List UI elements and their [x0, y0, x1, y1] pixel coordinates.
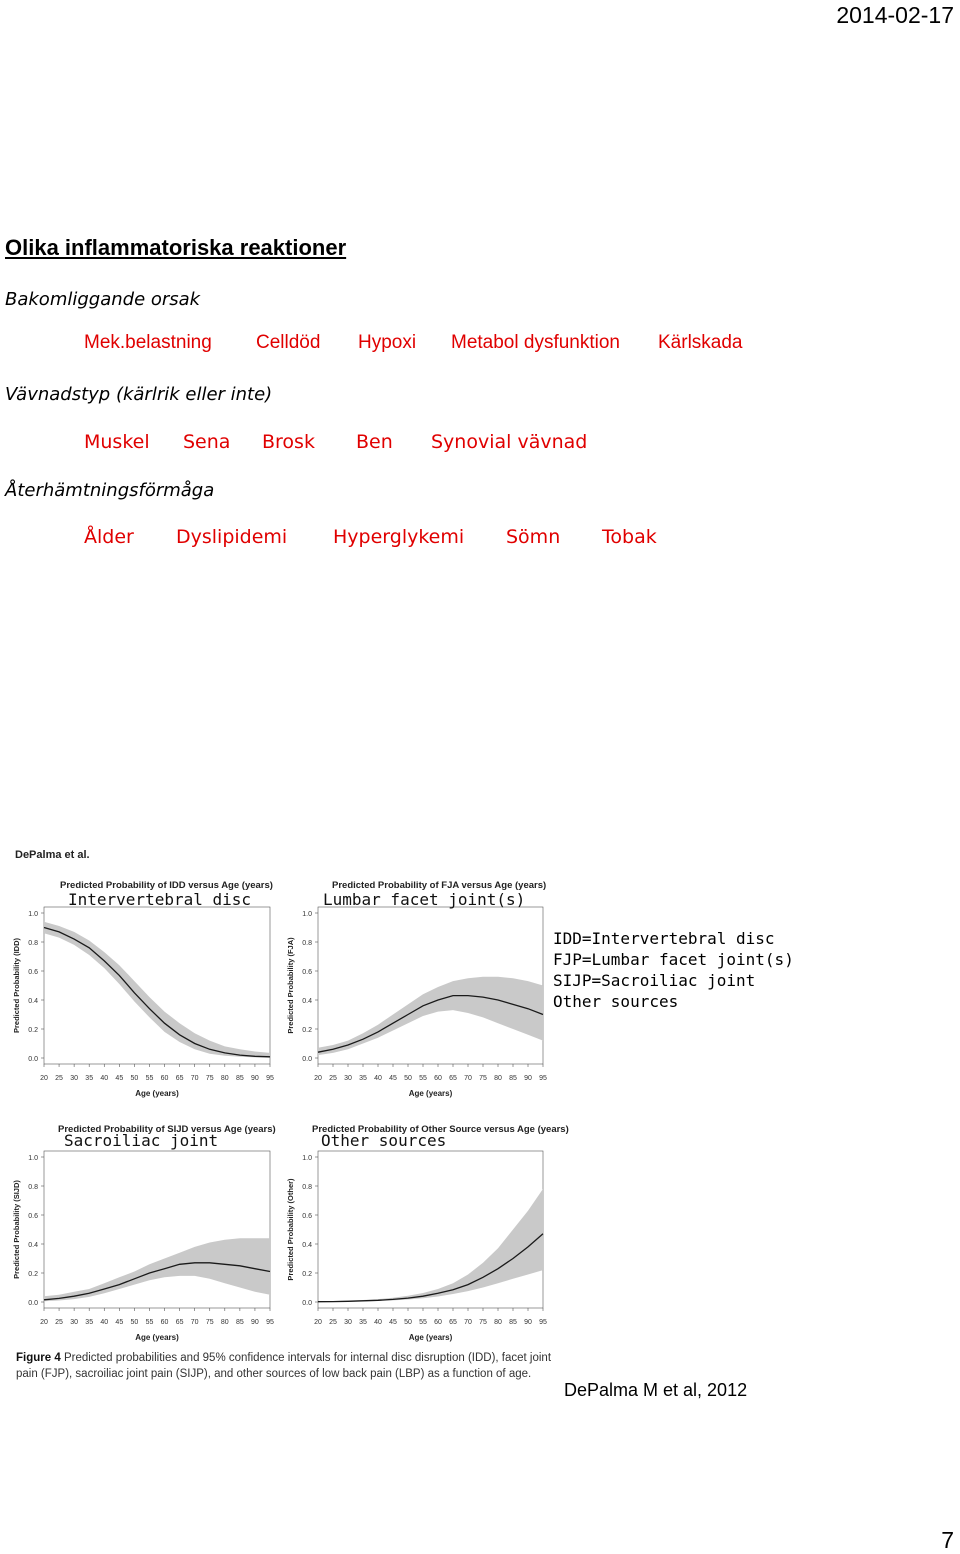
- legend-line: Other sources: [553, 992, 679, 1011]
- x-tick-label: 80: [494, 1075, 502, 1082]
- y-tick-label: 0.6: [28, 1213, 38, 1220]
- x-tick-label: 90: [524, 1075, 532, 1082]
- chart-overlay-label: Other sources: [321, 1131, 447, 1150]
- chart-overlay-label: Intervertebral disc: [68, 890, 252, 909]
- x-tick-label: 90: [251, 1075, 259, 1082]
- chart-overlay-label: Sacroiliac joint: [64, 1131, 219, 1150]
- x-tick-label: 35: [85, 1319, 94, 1326]
- chart-overlay-label: Lumbar facet joint(s): [323, 890, 526, 909]
- x-tick-label: 40: [374, 1319, 382, 1326]
- y-tick-label: 1.0: [28, 911, 38, 918]
- y-tick-label: 0.4: [28, 998, 38, 1005]
- x-tick-label: 50: [404, 1319, 412, 1326]
- x-tick-label: 75: [205, 1319, 214, 1326]
- x-tick-label: 95: [266, 1075, 274, 1082]
- y-axis-label: Predicted Probability (SIJD): [12, 1180, 21, 1279]
- x-tick-label: 40: [100, 1319, 109, 1326]
- x-tick-label: 85: [509, 1075, 517, 1082]
- section-heading-tissue: Vävnadstyp (kärlrik eller inte): [5, 384, 273, 405]
- x-axis-label: Age (years): [135, 1089, 179, 1098]
- x-tick-label: 30: [344, 1319, 352, 1326]
- x-tick-label: 20: [40, 1319, 48, 1326]
- x-tick-label: 70: [464, 1075, 472, 1082]
- y-tick-label: 0.6: [302, 969, 312, 976]
- x-tick-label: 70: [190, 1075, 199, 1082]
- y-tick-label: 0.6: [302, 1213, 312, 1220]
- x-tick-label: 35: [359, 1075, 367, 1082]
- x-tick-label: 55: [419, 1075, 427, 1082]
- x-tick-label: 20: [314, 1075, 322, 1082]
- x-tick-label: 95: [539, 1075, 547, 1082]
- x-tick-label: 60: [434, 1075, 442, 1082]
- tissue-item: Synovial vävnad: [431, 431, 588, 453]
- x-tick-label: 65: [175, 1075, 184, 1082]
- x-tick-label: 35: [85, 1075, 94, 1082]
- recovery-item: Ålder: [84, 526, 134, 548]
- x-tick-label: 40: [374, 1075, 382, 1082]
- y-tick-label: 0.8: [28, 940, 38, 947]
- cause-item: Kärlskada: [658, 332, 743, 353]
- citation: DePalma M et al, 2012: [564, 1380, 748, 1400]
- y-tick-label: 0.0: [28, 1300, 38, 1307]
- x-tick-label: 40: [100, 1075, 109, 1082]
- x-tick-label: 60: [160, 1075, 169, 1082]
- x-tick-label: 50: [404, 1075, 412, 1082]
- y-axis-label: Predicted Probability (Other): [286, 1178, 295, 1281]
- x-tick-label: 90: [251, 1319, 259, 1326]
- x-tick-label: 45: [389, 1319, 397, 1326]
- x-tick-label: 20: [314, 1319, 322, 1326]
- x-tick-label: 65: [449, 1075, 457, 1082]
- y-tick-label: 0.8: [302, 1184, 312, 1191]
- chart-title: Predicted Probability of Other Source versus Age (years): [312, 1124, 569, 1135]
- x-axis-label: Age (years): [408, 1089, 453, 1098]
- cause-item: Mek.belastning: [84, 332, 212, 353]
- y-tick-label: 0.4: [302, 1242, 312, 1249]
- x-tick-label: 50: [130, 1319, 139, 1326]
- x-tick-label: 85: [235, 1075, 244, 1082]
- y-tick-label: 1.0: [28, 1155, 38, 1162]
- x-tick-label: 65: [175, 1319, 184, 1326]
- section-heading-cause: Bakomliggande orsak: [5, 289, 201, 310]
- x-tick-label: 75: [205, 1075, 214, 1082]
- x-tick-label: 70: [190, 1319, 199, 1326]
- y-axis-label: Predicted Probability (IDD): [12, 937, 21, 1034]
- x-tick-label: 25: [329, 1075, 337, 1082]
- y-tick-label: 0.6: [28, 969, 38, 976]
- x-tick-label: 70: [464, 1319, 472, 1326]
- y-tick-label: 0.2: [28, 1271, 38, 1278]
- x-tick-label: 75: [479, 1319, 487, 1326]
- y-tick-label: 0.4: [28, 1242, 38, 1249]
- tissue-item: Muskel: [84, 431, 150, 453]
- recovery-item: Tobak: [602, 526, 657, 548]
- y-tick-label: 0.2: [28, 1027, 38, 1034]
- x-tick-label: 80: [494, 1319, 502, 1326]
- y-axis-label: Predicted Probability (FJA): [286, 937, 295, 1034]
- x-tick-label: 45: [115, 1075, 124, 1082]
- y-tick-label: 0.8: [28, 1184, 38, 1191]
- x-tick-label: 50: [130, 1075, 139, 1082]
- y-tick-label: 0.2: [302, 1271, 312, 1278]
- legend-line: SIJP=Sacroiliac joint: [553, 971, 756, 990]
- x-tick-label: 65: [449, 1319, 457, 1326]
- cause-item: Celldöd: [256, 332, 321, 353]
- y-tick-label: 0.4: [302, 998, 312, 1005]
- section-heading-recovery: Återhämtningsförmåga: [5, 480, 215, 501]
- y-tick-label: 0.2: [302, 1027, 312, 1034]
- figure-source-label: DePalma et al.: [15, 849, 90, 861]
- x-tick-label: 85: [235, 1319, 244, 1326]
- x-tick-label: 75: [479, 1075, 487, 1082]
- caption-text: Predicted probabilities and 95% confidence intervals for internal disc disruption (IDD), facet joint pain (FJP), sacroiliac joint pain (SIJP), and other sources of low back pain (LBP) as a function of age.: [16, 1352, 552, 1380]
- x-axis-label: Age (years): [408, 1333, 453, 1342]
- x-tick-label: 85: [509, 1319, 517, 1326]
- y-tick-label: 0.0: [302, 1056, 312, 1063]
- recovery-item: Dyslipidemi: [176, 526, 288, 548]
- x-tick-label: 25: [329, 1319, 337, 1326]
- x-axis-label: Age (years): [135, 1333, 179, 1342]
- tissue-item: Brosk: [262, 431, 315, 453]
- x-tick-label: 55: [145, 1319, 154, 1326]
- abbreviation-legend: [553, 928, 794, 1012]
- x-tick-label: 60: [160, 1319, 169, 1326]
- x-tick-label: 95: [266, 1319, 274, 1326]
- x-tick-label: 20: [40, 1075, 48, 1082]
- y-tick-label: 1.0: [302, 911, 312, 918]
- x-tick-label: 30: [344, 1075, 352, 1082]
- x-tick-label: 30: [70, 1075, 79, 1082]
- confidence-band: [44, 922, 270, 1058]
- x-tick-label: 25: [55, 1075, 63, 1082]
- page-number: 7: [941, 1527, 954, 1553]
- chart-title: Predicted Probability of FJA versus Age (years): [332, 880, 547, 891]
- x-tick-label: 45: [389, 1075, 397, 1082]
- confidence-band: [44, 1238, 270, 1301]
- y-tick-label: 0.0: [28, 1056, 38, 1063]
- legend-line: IDD=Intervertebral disc: [553, 929, 775, 948]
- x-tick-label: 55: [145, 1075, 154, 1082]
- x-tick-label: 30: [70, 1319, 79, 1326]
- x-tick-label: 80: [220, 1075, 229, 1082]
- x-tick-label: 80: [220, 1319, 229, 1326]
- x-tick-label: 55: [419, 1319, 427, 1326]
- plot-frame: [318, 1151, 543, 1308]
- chart-title: Predicted Probability of SIJD versus Age (years): [58, 1124, 276, 1135]
- x-tick-label: 90: [524, 1319, 532, 1326]
- recovery-item: Sömn: [506, 526, 561, 548]
- chart-title: Predicted Probability of IDD versus Age (years): [60, 880, 273, 891]
- y-tick-label: 0.8: [302, 940, 312, 947]
- cause-item: Hypoxi: [358, 332, 417, 353]
- caption-prefix: Figure 4: [16, 1352, 61, 1364]
- slide-title: Olika inflammatoriska reaktioner: [5, 235, 347, 260]
- tissue-item: Sena: [183, 431, 231, 453]
- x-tick-label: 25: [55, 1319, 63, 1326]
- y-tick-label: 1.0: [302, 1155, 312, 1162]
- tissue-item: Ben: [356, 431, 393, 453]
- figure-caption: [16, 1350, 556, 1382]
- confidence-band: [318, 1189, 543, 1302]
- recovery-item: Hyperglykemi: [333, 526, 465, 548]
- x-tick-label: 45: [115, 1319, 124, 1326]
- x-tick-label: 35: [359, 1319, 367, 1326]
- x-tick-label: 95: [539, 1319, 547, 1326]
- plot-frame: [44, 907, 270, 1064]
- cause-item: Metabol dysfunktion: [451, 332, 620, 353]
- y-tick-label: 0.0: [302, 1300, 312, 1307]
- legend-line: FJP=Lumbar facet joint(s): [553, 950, 794, 969]
- x-tick-label: 60: [434, 1319, 442, 1326]
- header-date: 2014-02-17: [836, 2, 954, 28]
